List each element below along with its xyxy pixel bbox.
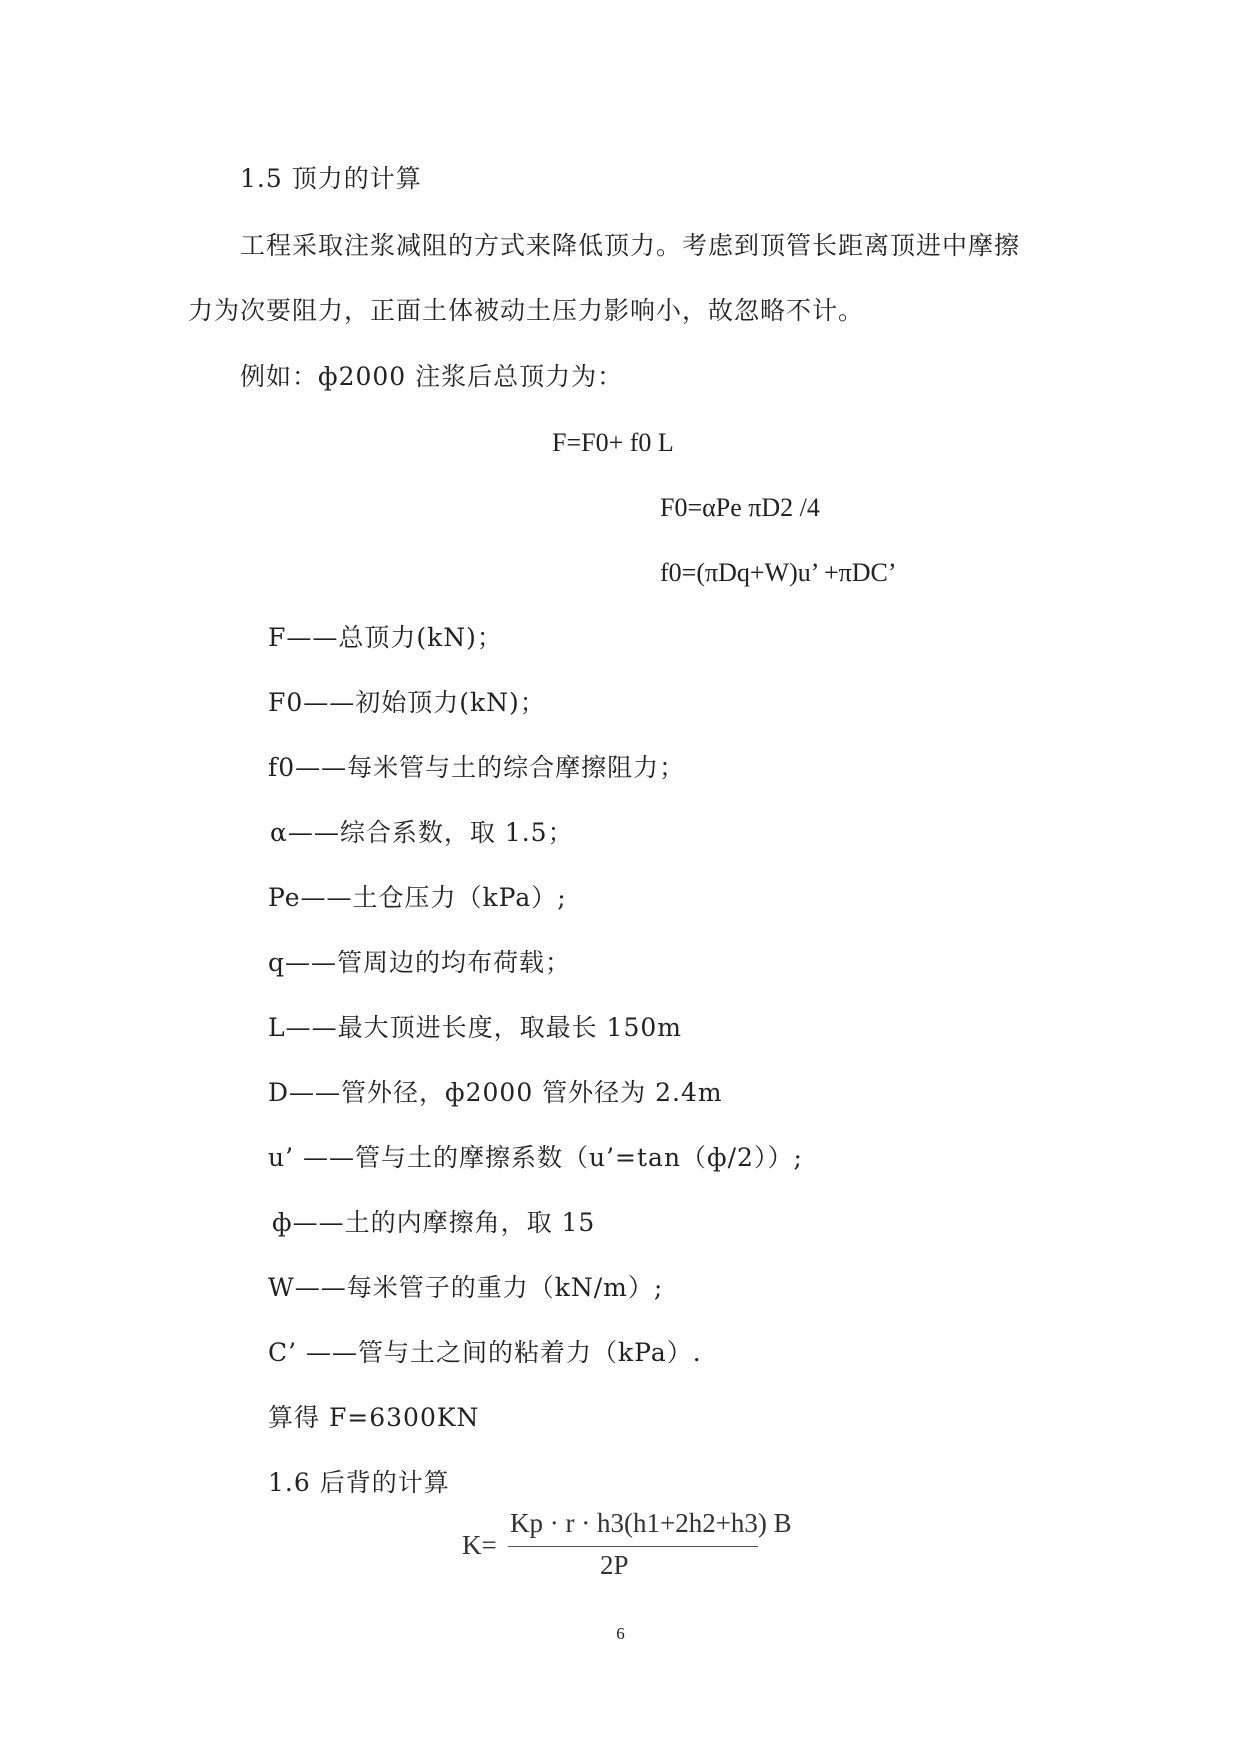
formula-initial-force: F0=αPe πD2 /4	[660, 493, 820, 522]
definition-item: ф——土的内摩擦角，取 15	[272, 1208, 596, 1237]
example-line: 例如：ф2000 注浆后总顶力为：	[240, 362, 624, 391]
fraction-bar	[508, 1546, 758, 1547]
section-heading-1-5: 1.5 顶力的计算	[240, 164, 422, 193]
definition-item: F——总顶力(kN)；	[268, 623, 503, 652]
result-line: 算得 F=6300KN	[268, 1403, 480, 1432]
definition-item: F0——初始顶力(kN)；	[268, 688, 546, 717]
section-heading-1-6: 1.6 后背的计算	[268, 1468, 450, 1497]
paragraph-line-2: 力为次要阻力，正面土体被动土压力影响小，故忽略不计。	[188, 296, 865, 325]
definition-item: W——每米管子的重力（kN/m）;	[268, 1273, 664, 1302]
definition-item: q——管周边的均布荷载；	[268, 948, 572, 977]
k-formula-denominator: 2P	[600, 1550, 629, 1580]
k-formula-lhs: K=	[462, 1530, 497, 1560]
definition-item: L——最大顶进长度，取最长 150m	[268, 1013, 682, 1042]
definition-item: f0——每米管与土的综合摩擦阻力；	[268, 753, 686, 782]
definition-item: C’ ——管与土之间的粘着力（kPa）.	[268, 1338, 702, 1367]
formula-friction-resistance: f0=(πDq+W)u’ +πDC’	[660, 558, 897, 587]
definition-item: u’ ——管与土的摩擦系数（u’=tan（ф/2））;	[268, 1143, 803, 1172]
formula-total-force: F=F0+ f0 L	[552, 428, 674, 457]
definition-item: D——管外径，ф2000 管外径为 2.4m	[268, 1078, 723, 1107]
definition-item: Pe——土仓压力（kPa）;	[268, 883, 567, 912]
paragraph-line-1: 工程采取注浆减阻的方式来降低顶力。考虑到顶管长距离顶进中摩擦	[240, 231, 1021, 260]
page-number: 6	[616, 1624, 625, 1643]
definition-item: α——综合系数，取 1.5；	[270, 818, 574, 847]
k-formula-numerator: Kp · r · h3(h1+2h2+h3) B	[510, 1508, 792, 1538]
